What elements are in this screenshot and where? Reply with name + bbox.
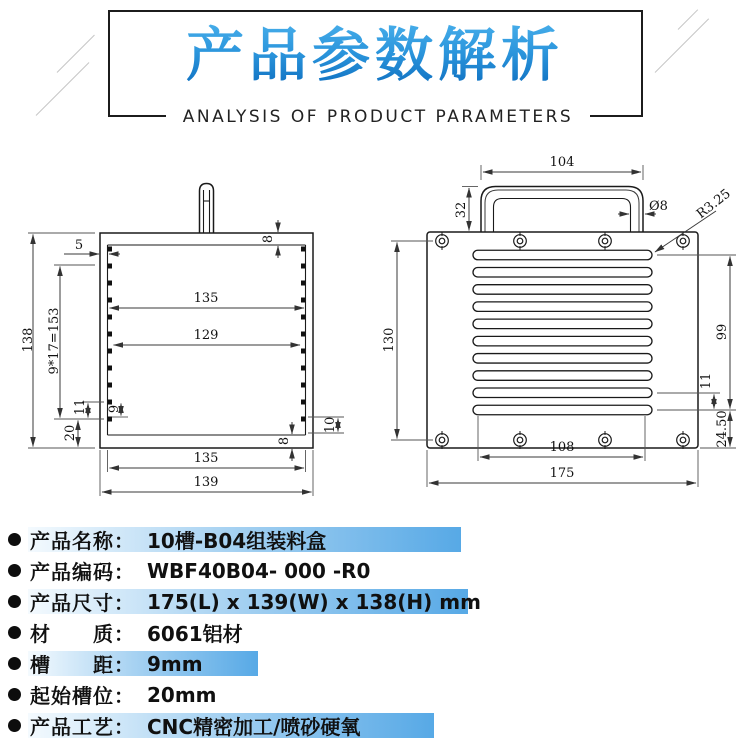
spec-row-material <box>6 617 746 648</box>
page-title: 产品参数解析 <box>0 24 750 88</box>
spec-label: 产品工艺： <box>30 715 135 739</box>
dim-slot-height: 9 <box>107 404 122 414</box>
technical-drawings <box>0 150 750 522</box>
dim-inner-width: 135 <box>193 291 219 306</box>
dim-overall-height: 138 <box>21 327 36 353</box>
dim-handle-diameter: Ø8 <box>649 199 668 214</box>
spec-label: 产品名称： <box>30 529 135 553</box>
spec-value: 20mm <box>147 682 217 707</box>
dim-handle-width: 104 <box>549 155 575 170</box>
dim-mount-hole-span: 130 <box>382 327 397 353</box>
dim-handle-height: 32 <box>454 201 469 219</box>
spec-row-slot-pitch <box>6 648 746 679</box>
spec-label: 槽 距： <box>30 653 135 677</box>
bullet-icon <box>8 657 21 670</box>
bullet-icon <box>8 688 21 701</box>
spec-list <box>6 524 746 741</box>
dim-bottom-thickness: 8 <box>277 436 292 446</box>
bullet-icon <box>8 626 21 639</box>
drawing-front-view <box>21 184 344 497</box>
dim-overall-length: 175 <box>549 466 575 481</box>
dim-slot-length: 108 <box>549 440 575 455</box>
spec-value: 6061铝材 <box>147 622 243 646</box>
dim-overall-width: 139 <box>193 475 219 490</box>
dim-right-slot-depth: 10 <box>323 416 338 434</box>
bullet-icon <box>8 719 21 732</box>
spec-row-process <box>6 710 746 741</box>
top-handle <box>481 187 643 233</box>
drawing-top-view <box>382 155 736 487</box>
dim-slot-width: 129 <box>193 328 219 343</box>
dim-slot-corner-radius: R3.25 <box>693 186 734 223</box>
dim-bottom-margin: 24.50 <box>715 410 730 448</box>
dim-inner-bottom-width: 135 <box>193 451 219 466</box>
dim-wall-offset: 5 <box>74 238 84 253</box>
spec-row-product-code <box>6 555 746 586</box>
spec-value: CNC精密加工/喷砂硬氧 <box>147 715 361 739</box>
spec-value: 9mm <box>147 651 203 676</box>
dim-top-thickness: 8 <box>261 234 276 244</box>
dim-slot-gap: 11 <box>73 398 88 416</box>
dim-slot-pitch: 11 <box>699 372 714 390</box>
spec-value: WBF40B04- 000 -R0 <box>147 558 371 583</box>
spec-label: 起始槽位： <box>30 684 135 708</box>
spec-row-first-slot <box>6 679 746 710</box>
spec-value: 175(L) x 139(W) x 138(H) mm <box>147 589 481 614</box>
dim-slot-pitch-total: 9*17=153 <box>47 307 62 375</box>
front-handle <box>200 184 214 234</box>
spec-label: 材 质： <box>30 622 135 646</box>
spec-row-product-size <box>6 586 746 617</box>
dim-first-slot: 20 <box>63 424 78 442</box>
spec-value: 10槽-B04组装料盒 <box>147 529 327 553</box>
bullet-icon <box>8 533 21 546</box>
page-subtitle: ANALYSIS OF PRODUCT PARAMETERS <box>182 107 574 127</box>
page-subtitle-box <box>166 102 590 132</box>
bullet-icon <box>8 595 21 608</box>
spec-row-product-name <box>6 524 746 555</box>
dim-slot-span: 99 <box>715 323 730 341</box>
spec-label: 产品编码： <box>30 560 135 584</box>
bullet-icon <box>8 564 21 577</box>
spec-label: 产品尺寸： <box>30 591 135 615</box>
